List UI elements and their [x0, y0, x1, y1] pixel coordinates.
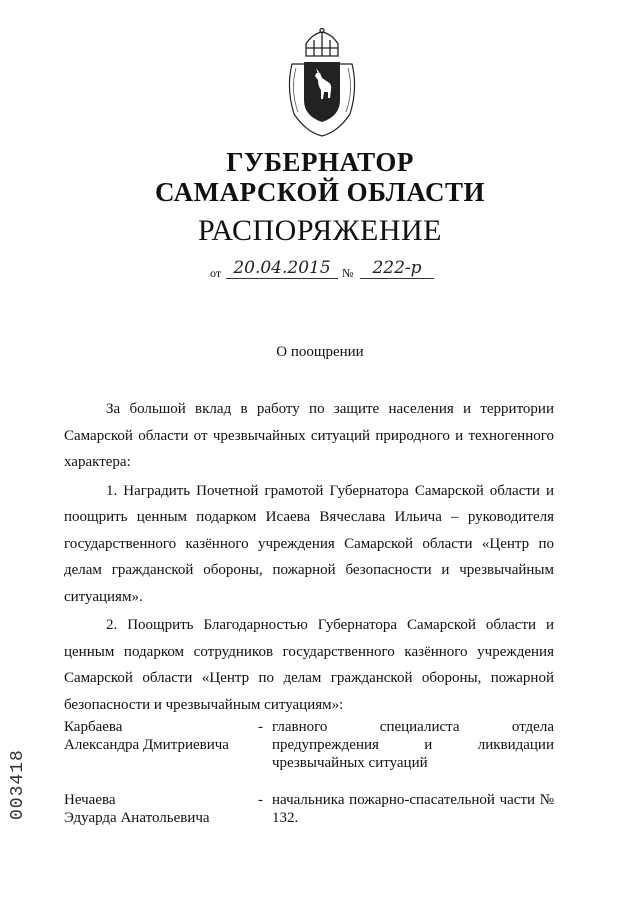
- awardee-dash: -: [258, 792, 263, 808]
- document-subject: О поощрении: [276, 344, 364, 360]
- body-item-2: 2. Поощрить Благодарностью Губернатора Самарской области и ценным подарком сотрудников государственного казённого учреждения Самарской области «Центр по делам гражданской обороны, пожарной безопасности и чрезвычайным ситуациям»:: [64, 617, 554, 713]
- awardee-position: главного специалиста отдела предупреждения и ликвидации чрезвычайных ситуаций: [272, 719, 554, 771]
- awardee-name: [64, 791, 254, 827]
- body-intro-paragraph: За большой вклад в работу по защите населения и территории Самарской области от чрезвычайных ситуаций природного и техногенного характера:: [64, 401, 554, 470]
- awardee-name: [64, 718, 254, 754]
- issuer-title-line2: САМАРСКОЙ ОБЛАСТИ: [154, 177, 486, 207]
- document-number: 222-р: [360, 258, 434, 279]
- document-date: 20.04.2015: [226, 258, 338, 279]
- awardee-surname: Нечаева: [64, 792, 116, 808]
- awardee-dash: -: [258, 719, 263, 735]
- awardee-surname: Карбаева: [64, 719, 123, 735]
- date-label: от: [210, 266, 222, 280]
- issuer-title-line1: ГУБЕРНАТОР: [226, 147, 414, 177]
- awardee-row: [64, 791, 554, 831]
- number-label: №: [342, 266, 354, 280]
- margin-serial-number: 003418: [8, 749, 28, 820]
- awardee-row: [64, 718, 554, 774]
- coat-of-arms-emblem: [282, 28, 362, 138]
- awardee-given-names: Эдуарда Анатольевича: [64, 810, 210, 826]
- awardee-given-names: Александра Дмитриевича: [64, 737, 229, 753]
- body-item-1: 1. Наградить Почетной грамотой Губернатора Самарской области и поощрить ценным подарком Исаева Вячеслава Ильича – руководителя государственного казённого учреждения Самарской области «Центр по делам гражданской обороны, пожарной безопасности и чрезвычайным ситуациям».: [64, 482, 554, 605]
- document-body: [64, 396, 554, 718]
- awardee-position: начальника пожарно-спасательной части № 132.: [272, 792, 554, 826]
- document-type-title: РАСПОРЯЖЕНИЕ: [197, 214, 443, 247]
- date-number-line: [210, 258, 470, 284]
